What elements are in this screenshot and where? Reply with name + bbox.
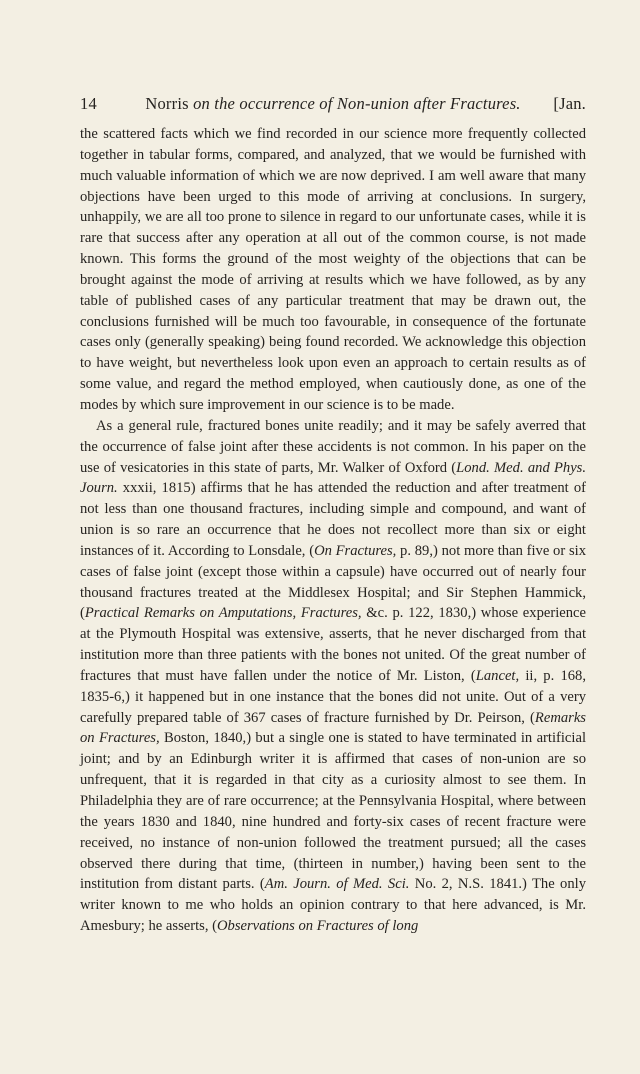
text-run: ii, p. 168, 1835-6,) it happened but in one instance that the bones did not unite. Out of a very carefully prepared table of 367 cases of fracture furnished by Dr. Peirson, ( bbox=[80, 667, 586, 726]
citation-italic: Remarks on Fractures, bbox=[80, 709, 586, 747]
citation-italic: Lond. Med. and Phys. Journ. bbox=[80, 459, 586, 497]
citation-italic: Am. Journ. of Med. Sci. bbox=[264, 876, 410, 893]
running-header bbox=[80, 94, 586, 120]
citation-italic: Lancet, bbox=[475, 667, 520, 684]
running-title bbox=[120, 94, 546, 114]
text-run: No. 2, N.S. 1841.) The only writer known to me who holds an opinion contrary to that here advanced, is Mr. Amesbury; he asserts, ( bbox=[80, 876, 586, 935]
running-title-text: on the occurrence of Non-union after Fractures. bbox=[193, 94, 521, 113]
text-run: Boston, 1840,) but a single one is stated to have terminated in artificial joint; and by an Edinburgh writer it is affirmed that cases of non-union are so unfrequent, that it is regarded in that city as a curiosity almost to see them. In Philadelphia they are of rare occurrence; at the Pennsylvania Hospital, where between the years 1830 and 1840, nine hundred and forty-six cases of recent fracture were received, no instance of non-union followed the treatment pursued; all the cases observed there during that time, (thirteen in number,) having been sent to the institution from distant parts. ( bbox=[80, 730, 586, 893]
text-run: the scattered facts which we find recorded in our science more frequently collected together in tabular forms, compared, and analyzed, that we would be furnished with much valuable information of which we are now deprived. I am well aware that many objections have been urged to this mode of arriving at conclusions. In surgery, unhappily, we are all too prone to silence in regard to our unfortunate cases, while it is rare that success after any operation at all out of the common course, is not made known. This forms the ground of the most weighty of the objections that can be brought against the mode of arriving at results which we have followed, as by any table of published cases of any particular treatment that may be drawn out, the conclusions furnished will be much too favourable, in consequence of the fortunate cases only (generally speaking) being found recorded. We acknowledge this objection to have weight, but nevertheless look upon even an approach to certain results as of some value, and regard the method employed, when cautiously done, as one of the modes by which sure improvement in our science is to be made. bbox=[80, 126, 586, 413]
paragraph bbox=[80, 124, 586, 416]
text-run: As a general rule, fractured bones unite readily; and it may be safely averred that the occurrence of false joint after these accidents is not common. In his paper on the use of vesicatories in this state of parts, Mr. Walker of Oxford ( bbox=[80, 417, 586, 476]
running-title-author: Norris bbox=[145, 94, 189, 113]
issue-month-mark: [Jan. bbox=[553, 94, 586, 113]
text-run: xxxii, 1815) affirms that he has attended the reduction and after treatment of not less than one thousand fractures, including simple and compound, and want of union is so rare an occurrence that he does not recollect more than six or eight instances of it. According to Lonsdale, ( bbox=[80, 480, 586, 559]
text-run: p. 89,) not more than five or six cases of false joint (except those within a capsule) have occurred out of nearly four thousand fractures treated at the Middlesex Hospital; and Sir Stephen Hammick, ( bbox=[80, 542, 586, 622]
page-number: 14 bbox=[80, 94, 97, 113]
paragraph bbox=[80, 416, 586, 937]
book-page bbox=[80, 94, 586, 937]
text-run: &c. p. 122, 1830,) whose experience at the Plymouth Hospital was extensive, asserts, that he never discharged from that institution more than three patients with the bones not united. Of the great number of fractures that must have fallen under the notice of Mr. Liston, ( bbox=[80, 605, 586, 684]
citation-italic: On Fractures, bbox=[314, 542, 397, 559]
citation-italic: Observations on Fractures of long bbox=[217, 918, 419, 935]
citation-italic: Practical Remarks on Amputations, Fractures, bbox=[84, 605, 362, 622]
body-text bbox=[80, 124, 586, 937]
